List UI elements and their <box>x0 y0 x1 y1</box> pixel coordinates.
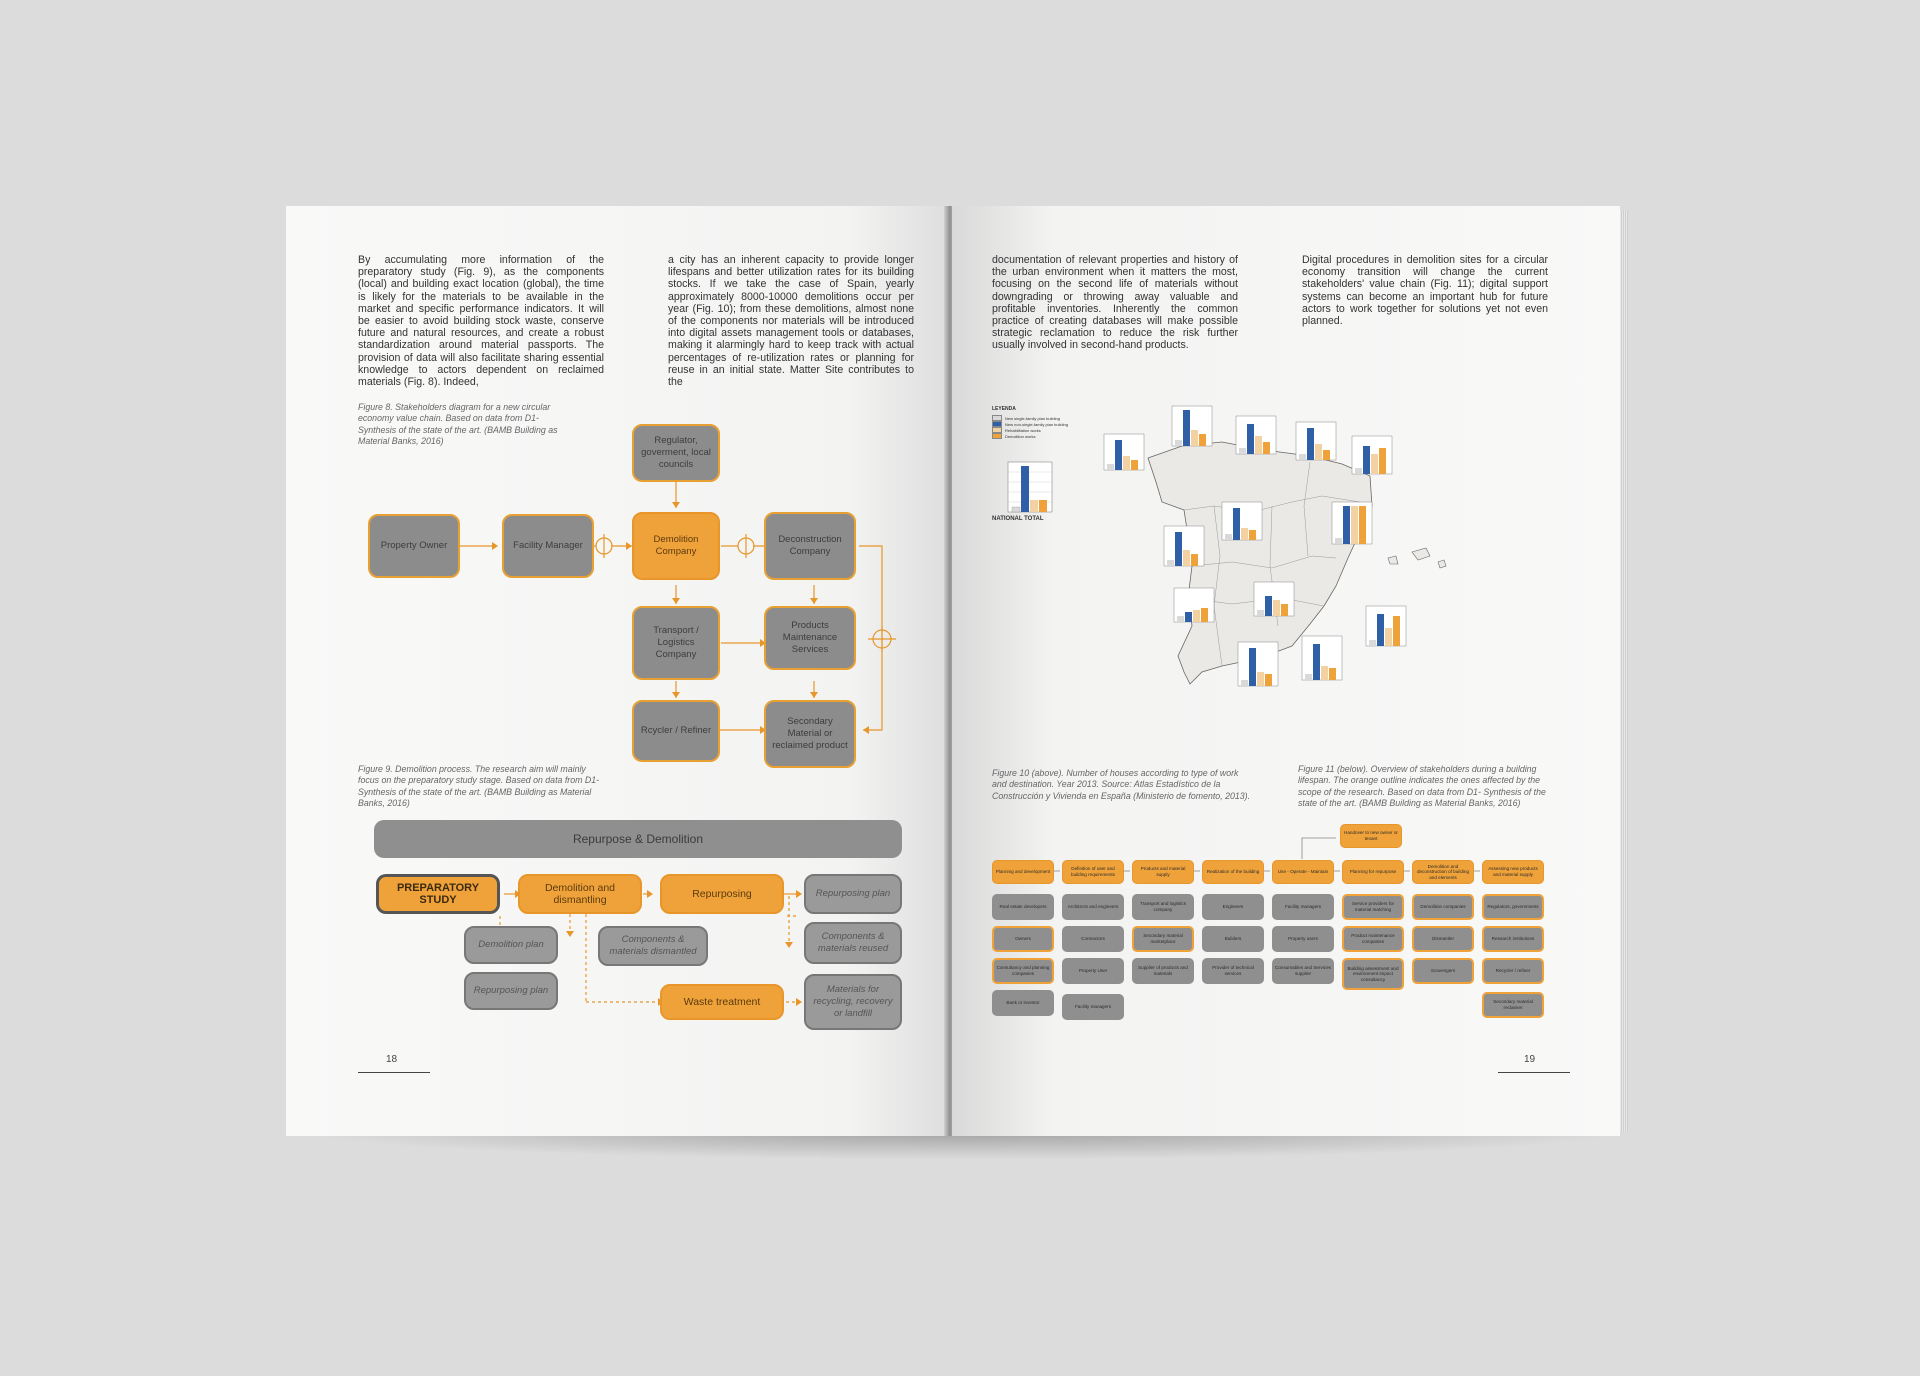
left-page-number: 18 <box>386 1054 398 1065</box>
legend-label: Demolition works <box>1005 433 1036 439</box>
repurposing-plan-left-node: Repurposing plan <box>464 972 558 1010</box>
stakeholder-node: Facility managers <box>1272 894 1334 920</box>
stakeholder-node: Contractors <box>1062 926 1124 952</box>
stakeholder-node: Consultancy and planning companies <box>992 958 1054 984</box>
stakeholder-node: Provider of technical services <box>1202 958 1264 984</box>
figure-11-caption: Figure 11 (below). Overview of stakeholders during a building lifespan. The orange outline indicates the ones affected by the scope of the research. Based on data from D1- Synthesis of the state of the art. (BAMB Building as Material Banks, 2016) <box>1298 764 1546 809</box>
stakeholder-node: Transport and logistics company <box>1132 894 1194 920</box>
left-page <box>286 206 948 1136</box>
stage-node: Use - Operate - Maintain <box>1272 860 1334 884</box>
repurpose-demolition-header: Repurpose & Demolition <box>374 820 902 858</box>
stakeholder-node: Service providers for material matching <box>1342 894 1404 920</box>
products-maintenance-node: Products Maintenance Services <box>764 606 856 670</box>
components-dismantled-node: Components & materials dismantled <box>598 926 708 966</box>
preparatory-study-node: PREPARATORY STUDY <box>376 874 500 914</box>
stakeholder-node: Real estate developers <box>992 894 1054 920</box>
waste-treatment-node: Waste treatment <box>660 984 784 1020</box>
left-text-column-2: a city has an inherent capacity to provide longer lifespans and better utilization rates for its building stocks. If we take the case of Spain, yearly approximately 8000-10000 demolitions occur per year (Fig. 10); from these demolitions, almost none of the components nor materials will be introduced into digital assets management tools or databases, making it alarmingly hard to keep track with actual percentages of re-utilization rates or planning for reuse in an initial state. Matter Site contributes to the <box>668 254 914 389</box>
stakeholder-node: Architects and engineers <box>1062 894 1124 920</box>
right-text-column-2: Digital procedures in demolition sites for a circular economy transition will change the current stakeholders' value chain (Fig. 11); digital support systems can become an important hub for future actors to work together for solutions yet not even planned. <box>1302 254 1548 328</box>
right-page-rule <box>1498 1072 1570 1073</box>
figure-9-caption: Figure 9. Demolition process. The research aim will mainly focus on the preparatory study stage. Based on data from D1- Synthesis of the state of the art. (BAMB Building as Material Banks, 2016) <box>358 764 600 809</box>
handover-node: Handover to new owner or tenant <box>1340 824 1402 848</box>
right-page-number: 19 <box>1524 1054 1536 1065</box>
transport-logistics-node: Transport / Logistics Company <box>632 606 720 680</box>
stakeholder-node: Secondary material reclaimer <box>1482 992 1544 1018</box>
facility-manager-node: Facility Manager <box>502 514 594 578</box>
secondary-material-node: Secondary Material or reclaimed product <box>764 700 856 768</box>
stakeholder-node: Building assessment and environment impact consultancy <box>1342 958 1404 990</box>
recycler-node: Rcycler / Refiner <box>632 700 720 762</box>
property-owner-node: Property Owner <box>368 514 460 578</box>
stage-node: Realization of the building <box>1202 860 1264 884</box>
page-edges <box>1620 210 1628 1132</box>
legend-label: Rehabilitation works <box>1005 427 1041 433</box>
stage-node: Assessing new products and material supply <box>1482 860 1544 884</box>
stakeholder-node: Regulators, governments <box>1482 894 1544 920</box>
legend-title: LEYENDA <box>992 406 1016 412</box>
stage-node: Definition of user and building requirements <box>1062 860 1124 884</box>
right-text-column-1: documentation of relevant properties and history of the urban environment when it matters the most, focusing on the second life of materials without downgrading or throwing away valuable and profitable inventories. Inherently the common practice of creating databases will make possible strategic reclamation to reduce the risk further usually involved in second-hand products. <box>992 254 1238 352</box>
stage-node: Demolition and deconstruction of building and elements <box>1412 860 1474 884</box>
stakeholder-node: Consumables and Services supplier <box>1272 958 1334 984</box>
stakeholder-node: Research institutions <box>1482 926 1544 952</box>
materials-recycling-node: Materials for recycling, recovery or landfill <box>804 974 902 1030</box>
left-page-rule <box>358 1072 430 1073</box>
stakeholder-node: Dismantler <box>1412 926 1474 952</box>
stakeholder-node: Supplier of products and materials <box>1132 958 1194 984</box>
stakeholder-node: Property User <box>1062 958 1124 984</box>
stakeholder-node: Facility managers <box>1062 994 1124 1020</box>
stakeholder-node: Property users <box>1272 926 1334 952</box>
demolition-dismantling-node: Demolition and dismantling <box>518 874 642 914</box>
stage-node: Products and material supply <box>1132 860 1194 884</box>
figure-10-caption: Figure 10 (above). Number of houses according to type of work and destination. Year 2013. Source: Atlas Estadístico de la Construcción y Vivienda en España (Ministerio de fomento, 2013). <box>992 768 1251 801</box>
stakeholder-node: Engineers <box>1202 894 1264 920</box>
stakeholder-node: Scavengers <box>1412 958 1474 984</box>
demolition-plan-node: Demolition plan <box>464 926 558 964</box>
stakeholder-node: Builders <box>1202 926 1264 952</box>
regulator-node: Regulator, goverment, local councils <box>632 424 720 482</box>
open-magazine <box>286 206 1638 1136</box>
stakeholder-node: Bank or investor <box>992 990 1054 1016</box>
stakeholder-node: Demolition companies <box>1412 894 1474 920</box>
stakeholder-node: Owners <box>992 926 1054 952</box>
demolition-company-node: Demolition Company <box>632 512 720 580</box>
deconstruction-company-node: Deconstruction Company <box>764 512 856 580</box>
components-reused-node: Components & materials reused <box>804 922 902 964</box>
figure-8-caption: Figure 8. Stakeholders diagram for a new circular economy value chain. Based on data from D1- Synthesis of the state of the art. (BAMB Building as Material Banks, 2016) <box>358 402 558 447</box>
legend-label: New single-family plan building <box>1005 415 1060 421</box>
left-text-column-1: By accumulating more information of the preparatory study (Fig. 9), as the components (local) and building exact location (global), the time is likely for the materials to be available in the market and specific performance indicators. It will be easier to avoid building stock waste, conserve future and natural resources, and create a robust standardization around material passports. The provision of data will also facilitate sharing essential knowledge to actors dependent on reclaimed materials (Fig. 8). Indeed, <box>358 254 604 389</box>
repurposing-node: Repurposing <box>660 874 784 914</box>
national-total-label: NATIONAL TOTAL <box>992 516 1044 522</box>
repurposing-plan-right-node: Repurposing plan <box>804 874 902 914</box>
stage-node: Planning for repurpose <box>1342 860 1404 884</box>
stakeholder-node: Secondary material marketplace <box>1132 926 1194 952</box>
legend-label: New non-single-family plan building <box>1005 421 1068 427</box>
stage-node: Planning and development <box>992 860 1054 884</box>
right-page <box>952 206 1620 1136</box>
stakeholder-node: Product maintenance companies <box>1342 926 1404 952</box>
stakeholder-node: Recycler / refiner <box>1482 958 1544 984</box>
